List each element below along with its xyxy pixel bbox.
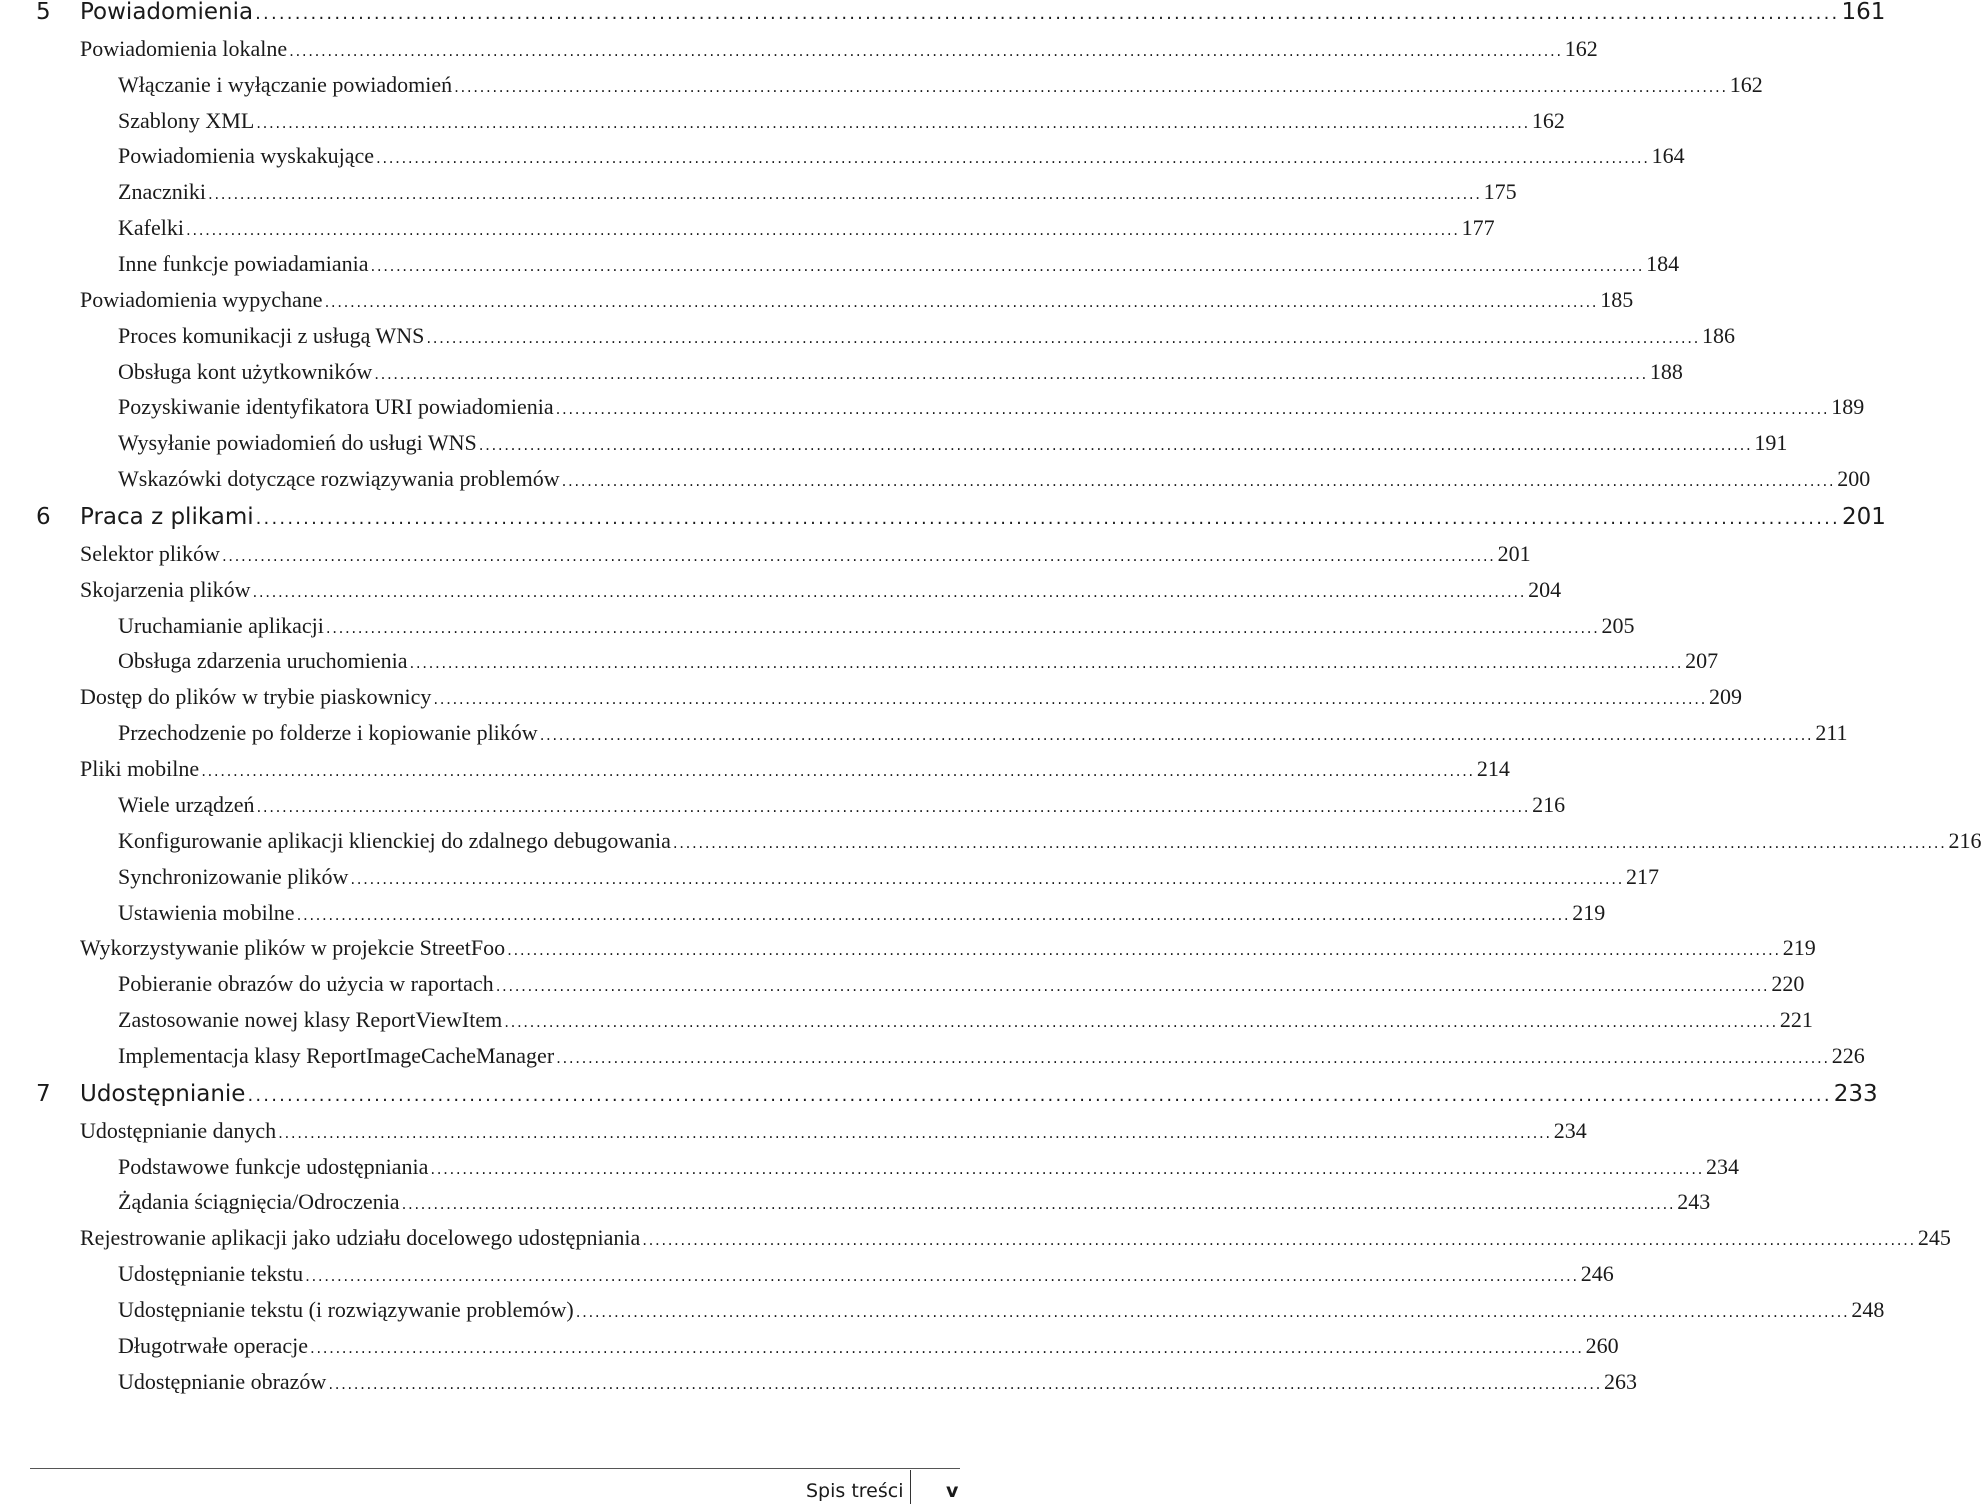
toc-entry-line [118, 321, 1735, 353]
toc-entry-title: Inne funkcje powiadamiania [118, 251, 369, 277]
toc-page-number: 263 [1603, 1368, 1637, 1394]
toc-leader-dots: ........................................................................................................................................................................................................ [504, 1013, 1778, 1032]
toc-subsection-entry [0, 646, 1719, 682]
toc-page-number: 200 [1837, 466, 1871, 492]
toc-leader-dots: ........................................................................................................................................................................................................ [309, 1338, 1584, 1357]
toc-entry-line [118, 249, 1680, 281]
toc-entry-title: Synchronizowanie plików [118, 863, 349, 889]
toc-entry-title: Wykorzystywanie plików w projekcie StreetFoo [80, 935, 506, 961]
toc-page-number: 217 [1625, 863, 1659, 889]
toc-entry-title: Obsługa kont użytkowników [118, 358, 373, 384]
toc-leader-dots: ........................................................................................................................................................................................................ [370, 257, 1645, 276]
toc-subsection-entry [0, 826, 1982, 862]
toc-page-number: 216 [1948, 827, 1982, 853]
toc-page-number: 226 [1831, 1042, 1865, 1068]
toc-leader-dots: ........................................................................................................................................................................................................ [433, 690, 1707, 709]
toc-entry-line [80, 682, 1742, 714]
toc-entry-line [80, 575, 1562, 607]
toc-leader-dots: ........................................................................................................................................................................................................ [555, 400, 1830, 419]
toc-page-number: 248 [1851, 1296, 1885, 1322]
toc-entry-title: Powiadomienia wyskakujące [118, 143, 374, 169]
toc-leader-dots: ........................................................................................................................................................................................................ [561, 472, 1836, 491]
toc-chapter-entry [0, 1079, 1878, 1115]
toc-entry-title: Powiadomienia lokalne [80, 35, 288, 61]
toc-subsection-entry [0, 1295, 1885, 1331]
toc-entry-line [118, 357, 1683, 389]
toc-entry-title: Szablony XML [118, 107, 255, 133]
toc-subsection-entry [0, 464, 1871, 500]
toc-page-number: 205 [1601, 612, 1635, 638]
toc-leader-dots: ........................................................................................................................................................................................................ [454, 77, 1728, 96]
toc-page-number: 162 [1564, 35, 1598, 61]
toc-entry-line [118, 718, 1848, 750]
toc-entry-line [118, 177, 1517, 209]
toc-entry-line [118, 464, 1871, 496]
toc-entry-title: Długotrwałe operacje [118, 1332, 308, 1358]
toc-subsection-entry [0, 428, 1788, 464]
toc-page-number: 185 [1600, 286, 1634, 312]
toc-page-number: 204 [1528, 576, 1562, 602]
toc-leader-dots: ........................................................................................................................................................................................................ [296, 905, 1571, 924]
toc-entry-line [118, 826, 1982, 858]
toc-entry-title: Pliki mobilne [80, 756, 200, 782]
toc-subsection-entry [0, 106, 1565, 142]
toc-leader-dots: ........................................................................................................................................................................................................ [672, 833, 1947, 852]
toc-subsection-entry [0, 321, 1735, 357]
toc-entry-title: Konfigurowanie aplikacji klienckiej do zdalnego debugowania [118, 827, 671, 853]
toc-entry-title: Włączanie i wyłączanie powiadomień [118, 71, 453, 97]
toc-entry-line [118, 428, 1788, 460]
toc-entry-line [118, 1187, 1711, 1219]
toc-leader-dots: ........................................................................................................................................................................................................ [426, 328, 1700, 347]
toc-entry-title: Selektor plików [80, 540, 220, 566]
toc-leader-dots: ........................................................................................................................................................................................................ [256, 113, 1530, 132]
footer-section-label: Spis treści [806, 1480, 904, 1502]
toc-leader-dots: ........................................................................................................................................................................................................ [325, 618, 1600, 637]
toc-leader-dots: ........................................................................................................................................................................................................ [324, 292, 1599, 311]
toc-page-number: 214 [1476, 756, 1510, 782]
toc-page-number: 209 [1708, 684, 1742, 710]
footer-rule [30, 1468, 960, 1469]
toc-page-number: 191 [1754, 430, 1788, 456]
toc-entry-title: Rejestrowanie aplikacji jako udziału docelowego udostępniania [80, 1225, 641, 1251]
toc-entry-title: Obsługa zdarzenia uruchomienia [118, 648, 408, 674]
toc-entry-line [118, 1295, 1885, 1327]
toc-page-number: 234 [1706, 1153, 1739, 1179]
toc-subsection-entry [0, 1367, 1637, 1403]
toc-entry-line [118, 611, 1635, 643]
toc-entry-title: Pozyskiwanie identyfikatora URI powiadomienia [118, 394, 554, 420]
toc-entry-title: Udostępnianie tekstu [118, 1261, 304, 1287]
toc-entry-line [118, 1259, 1614, 1291]
toc-page-number: 161 [1841, 0, 1886, 25]
toc-subsection-entry [0, 392, 1865, 428]
toc-entry-line [118, 790, 1566, 822]
toc-page-number: 164 [1651, 143, 1685, 169]
toc-leader-dots: ........................................................................................................................................................................................................ [305, 1267, 1579, 1286]
toc-entry-line [80, 285, 1634, 317]
toc-leader-dots: ........................................................................................................................................................................................................ [575, 1302, 1850, 1321]
toc-entry-title: Przechodzenie po folderze i kopiowanie plików [118, 720, 538, 746]
toc-chapter-entry [0, 502, 1886, 538]
toc-page-number: 233 [1833, 1080, 1878, 1107]
toc-leader-dots: ........................................................................................................................................................................................................ [642, 1231, 1916, 1250]
toc-page-number: 175 [1483, 179, 1517, 205]
toc-entry-title: Powiadomienia [80, 0, 254, 25]
toc-page-number: 243 [1677, 1189, 1711, 1215]
toc-entry-title: Udostępnianie tekstu (i rozwiązywanie problemów) [118, 1296, 574, 1322]
toc-entry-line [118, 862, 1659, 894]
toc-entry-title: Proces komunikacji z usługą WNS [118, 322, 425, 348]
toc-leader-dots: ........................................................................................................................................................................................................ [495, 977, 1770, 996]
toc-entry-line [118, 70, 1763, 102]
toc-leader-dots: ........................................................................................................................................................................................................ [289, 41, 1563, 60]
toc-leader-dots: ........................................................................................................................................................................................................ [201, 762, 1475, 781]
toc-leader-dots: ........................................................................................................................................................................................................ [376, 149, 1650, 168]
toc-entry-line [118, 898, 1606, 930]
toc-page-number: 201 [1841, 504, 1886, 531]
toc-leader-dots: ........................................................................................................................................................................................................ [247, 1084, 1832, 1106]
toc-entry-line [80, 0, 1886, 29]
toc-subsection-entry [0, 213, 1495, 249]
toc-leader-dots: ........................................................................................................................................................................................................ [278, 1123, 1552, 1142]
toc-page-number: 186 [1701, 322, 1735, 348]
toc-section-entry [0, 754, 1510, 790]
toc-subsection-entry [0, 70, 1763, 106]
toc-leader-dots: ........................................................................................................................................................................................................ [185, 221, 1460, 240]
toc-entry-title: Wskazówki dotyczące rozwiązywania problemów [118, 466, 560, 492]
toc-subsection-entry [0, 1041, 1865, 1077]
toc-leader-dots: ........................................................................................................................................................................................................ [430, 1159, 1704, 1178]
toc-page-number: 189 [1831, 394, 1865, 420]
toc-chapter-entry [0, 0, 1886, 33]
toc-subsection-entry [0, 969, 1805, 1005]
toc-entry-line [80, 1223, 1951, 1255]
toc-entry-title: Znaczniki [118, 179, 206, 205]
toc-entry-line [80, 754, 1510, 786]
toc-page-number: 207 [1685, 648, 1719, 674]
toc-page-number: 221 [1779, 1007, 1813, 1033]
toc-leader-dots: ........................................................................................................................................................................................................ [478, 436, 1753, 455]
toc-subsection-entry [0, 1331, 1619, 1367]
toc-entry-title: Udostępnianie [80, 1080, 246, 1107]
toc-leader-dots: ........................................................................................................................................................................................................ [255, 3, 1840, 24]
toc-entry-title: Powiadomienia wypychane [80, 286, 323, 312]
toc-page-number: 234 [1553, 1117, 1587, 1143]
toc-entry-line [118, 1041, 1865, 1073]
toc-page-number: 162 [1531, 107, 1565, 133]
toc-entry-line [80, 502, 1886, 534]
toc-page-number: 188 [1649, 358, 1683, 384]
toc-leader-dots: ........................................................................................................................................................................................................ [507, 941, 1781, 960]
footer-page-number: v [946, 1480, 959, 1502]
toc-entry-title: Podstawowe funkcje udostępniania [118, 1153, 429, 1179]
toc-entry-title: Pobieranie obrazów do użycia w raportach [118, 971, 494, 997]
toc-entry-line [118, 1152, 1739, 1184]
toc-entry-line [118, 392, 1865, 424]
toc-page-number: 184 [1646, 251, 1680, 277]
toc-leader-dots: ........................................................................................................................................................................................................ [328, 1374, 1602, 1393]
toc-leader-dots: ........................................................................................................................................................................................................ [350, 869, 1624, 888]
toc-page-number: 245 [1917, 1225, 1951, 1251]
toc-section-entry [0, 285, 1634, 321]
toc-entry-line [118, 141, 1685, 173]
toc-entry-line [118, 213, 1495, 245]
toc-leader-dots: ........................................................................................................................................................................................................ [221, 546, 1496, 565]
toc-chapter-number: 6 [36, 504, 51, 531]
toc-subsection-entry [0, 141, 1685, 177]
toc-entry-title: Udostępnianie obrazów [118, 1368, 327, 1394]
toc-page-number: 246 [1580, 1261, 1614, 1287]
toc-entry-title: Skojarzenia plików [80, 576, 251, 602]
toc-entry-line [80, 34, 1598, 66]
toc-entry-line [118, 646, 1719, 678]
toc-page-number: 177 [1461, 215, 1495, 241]
toc-subsection-entry [0, 1005, 1813, 1041]
toc-entry-line [80, 1116, 1587, 1148]
toc-entry-line [80, 933, 1816, 965]
toc-page-number: 220 [1771, 971, 1805, 997]
toc-entry-line [80, 539, 1531, 571]
toc-leader-dots: ........................................................................................................................................................................................................ [255, 508, 1840, 530]
toc-entry-line [80, 1079, 1878, 1111]
toc-section-entry [0, 933, 1816, 969]
toc-page-number: 219 [1572, 899, 1606, 925]
toc-entry-title: Dostęp do plików w trybie piaskownicy [80, 684, 432, 710]
toc-section-entry [0, 1223, 1951, 1259]
toc-page-number: 211 [1815, 720, 1848, 746]
toc-section-entry [0, 539, 1531, 575]
toc-subsection-entry [0, 611, 1635, 647]
toc-chapter-number: 5 [36, 0, 51, 25]
toc-page-number: 260 [1585, 1332, 1619, 1358]
toc-subsection-entry [0, 718, 1848, 754]
toc-subsection-entry [0, 898, 1606, 934]
footer-separator [910, 1470, 911, 1504]
toc-entry-line [118, 106, 1565, 138]
toc-page-number: 162 [1729, 71, 1763, 97]
toc-subsection-entry [0, 357, 1683, 393]
toc-entry-line [118, 1331, 1619, 1363]
toc-leader-dots: ........................................................................................................................................................................................................ [252, 582, 1527, 601]
toc-subsection-entry [0, 790, 1566, 826]
toc-entry-title: Uruchamianie aplikacji [118, 612, 324, 638]
toc-subsection-entry [0, 249, 1680, 285]
toc-leader-dots: ........................................................................................................................................................................................................ [401, 1195, 1676, 1214]
toc-section-entry [0, 1116, 1587, 1152]
toc-leader-dots: ........................................................................................................................................................................................................ [409, 654, 1684, 673]
toc-chapter-number: 7 [36, 1080, 51, 1107]
toc-subsection-entry [0, 1187, 1711, 1223]
toc-entry-line [118, 1367, 1637, 1399]
toc-subsection-entry [0, 1152, 1739, 1188]
toc-subsection-entry [0, 862, 1659, 898]
toc-leader-dots: ........................................................................................................................................................................................................ [256, 797, 1531, 816]
toc-section-entry [0, 682, 1742, 718]
toc-entry-title: Zastosowanie nowej klasy ReportViewItem [118, 1007, 503, 1033]
toc-leader-dots: ........................................................................................................................................................................................................ [556, 1048, 1830, 1067]
toc-page-number: 216 [1532, 791, 1566, 817]
toc-entry-title: Wysyłanie powiadomień do usługi WNS [118, 430, 477, 456]
toc-entry-title: Wiele urządzeń [118, 791, 255, 817]
toc-page-number: 201 [1497, 540, 1531, 566]
toc-leader-dots: ........................................................................................................................................................................................................ [374, 364, 1648, 383]
toc-page-number: 219 [1782, 935, 1816, 961]
toc-entry-title: Ustawienia mobilne [118, 899, 295, 925]
toc-entry-line [118, 969, 1805, 1001]
toc-entry-title: Implementacja klasy ReportImageCacheManager [118, 1042, 555, 1068]
toc-subsection-entry [0, 1259, 1614, 1295]
toc-entry-title: Udostępnianie danych [80, 1117, 277, 1143]
toc-entry-title: Praca z plikami [80, 504, 254, 531]
toc-entry-title: Żądania ściągnięcia/Odroczenia [118, 1189, 400, 1215]
toc-leader-dots: ........................................................................................................................................................................................................ [539, 726, 1814, 745]
toc-section-entry [0, 575, 1562, 611]
toc-entry-title: Kafelki [118, 215, 184, 241]
toc-section-entry [0, 34, 1598, 70]
toc-leader-dots: ........................................................................................................................................................................................................ [207, 185, 1482, 204]
toc-subsection-entry [0, 177, 1517, 213]
toc-entry-line [118, 1005, 1813, 1037]
